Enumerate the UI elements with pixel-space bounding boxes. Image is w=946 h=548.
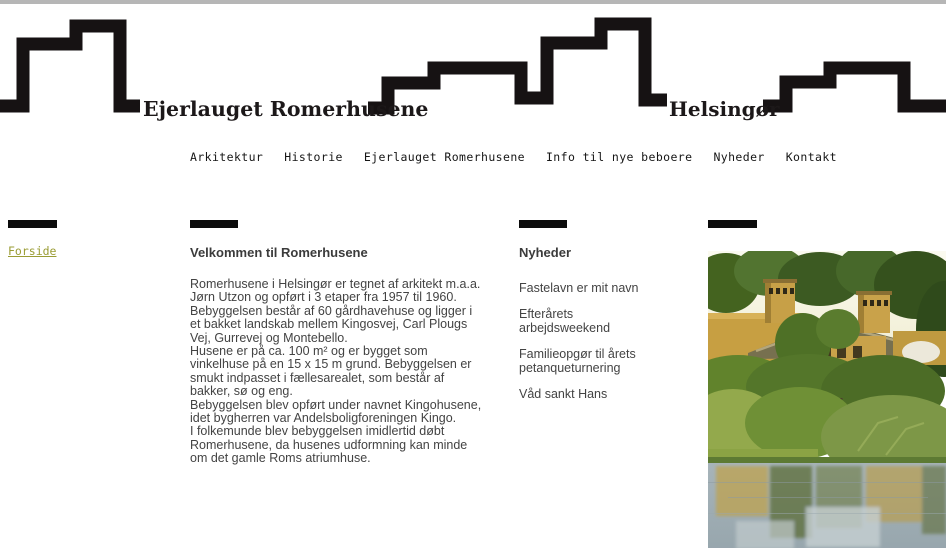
intro-sentence: Romerhusene i Helsingør er tegnet af arkitekt m.a.a. Jørn Utzon og opført i 3 etaper fra 1957 til 1960. (190, 277, 481, 305)
nav-item-nyheder[interactable]: Nyheder (713, 150, 765, 164)
photo-column (708, 220, 946, 548)
header-skyline-logo (0, 0, 946, 132)
news-item-sankt-hans[interactable]: Våd sankt Hans (519, 387, 608, 402)
news-item-fastelavn[interactable]: Fastelavn er mit navn (519, 281, 639, 295)
nav-item-kontakt[interactable]: Kontakt (785, 150, 837, 164)
nav-item-historie[interactable]: Historie (284, 150, 343, 164)
left-sidebar (8, 220, 158, 260)
nav-item-ejerlauget-romerhusene[interactable]: Ejerlauget Romerhusene (363, 150, 525, 164)
skyline-left-segment (0, 26, 140, 106)
intro-sentence: Husene er på ca. 100 m² og er bygget som vinkelhuse på en 15 x 15 m grund. Bebyggelsen er smukt indpasset i fællesarealet, som består af bakker, sø og eng. (190, 344, 472, 399)
news-item-petanqueturnering[interactable]: Familieopgør til årets petanqueturnering (519, 347, 636, 375)
nav-item-arkitektur[interactable]: Arkitektur (190, 150, 264, 164)
site-title: Ejerlauget Romerhusene (143, 97, 429, 121)
sidebar-link-forside[interactable]: Forside (8, 244, 57, 258)
photo-divider-bar (708, 220, 757, 228)
skyline-right-segment (763, 68, 946, 106)
intro-sentence: Bebyggelsen blev opført under navnet Kingohusene, idet bygherren var Andelsboligforeningen Kingo. (190, 397, 482, 426)
news-list (519, 282, 653, 401)
main-content (190, 220, 482, 466)
photo-bushes (708, 354, 946, 479)
intro-sentence: I folkemunde blev bebyggelsen imidlertid døbt Romerhusene, da husenes udformning kan minde om det gamle Roms atriumhuse. (190, 424, 468, 466)
page-title: Velkommen til Romerhusene (190, 245, 368, 260)
intro-text (190, 278, 482, 466)
news-divider-bar (519, 220, 567, 228)
news-heading: Nyheder (519, 245, 572, 260)
main-navigation (190, 150, 837, 164)
sidebar-divider-bar (8, 220, 57, 228)
nav-item-info-til-nye-beboere[interactable]: Info til nye beboere (545, 150, 693, 164)
main-divider-bar (190, 220, 238, 228)
news-item-arbejdsweekend[interactable]: Efterårets arbejdsweekend (519, 307, 611, 335)
site-subtitle-city: Helsingør (669, 97, 780, 121)
news-column (519, 220, 653, 414)
skyline-middle-segment (368, 24, 667, 108)
intro-sentence: Bebyggelsen består af 60 gårdhavehuse og ligger i et bakket landskab mellem Kingosvej, Carl Plougs Vej, Gurrevej og Montebello. (190, 303, 473, 345)
romerhusene-lake-photo (708, 251, 946, 548)
